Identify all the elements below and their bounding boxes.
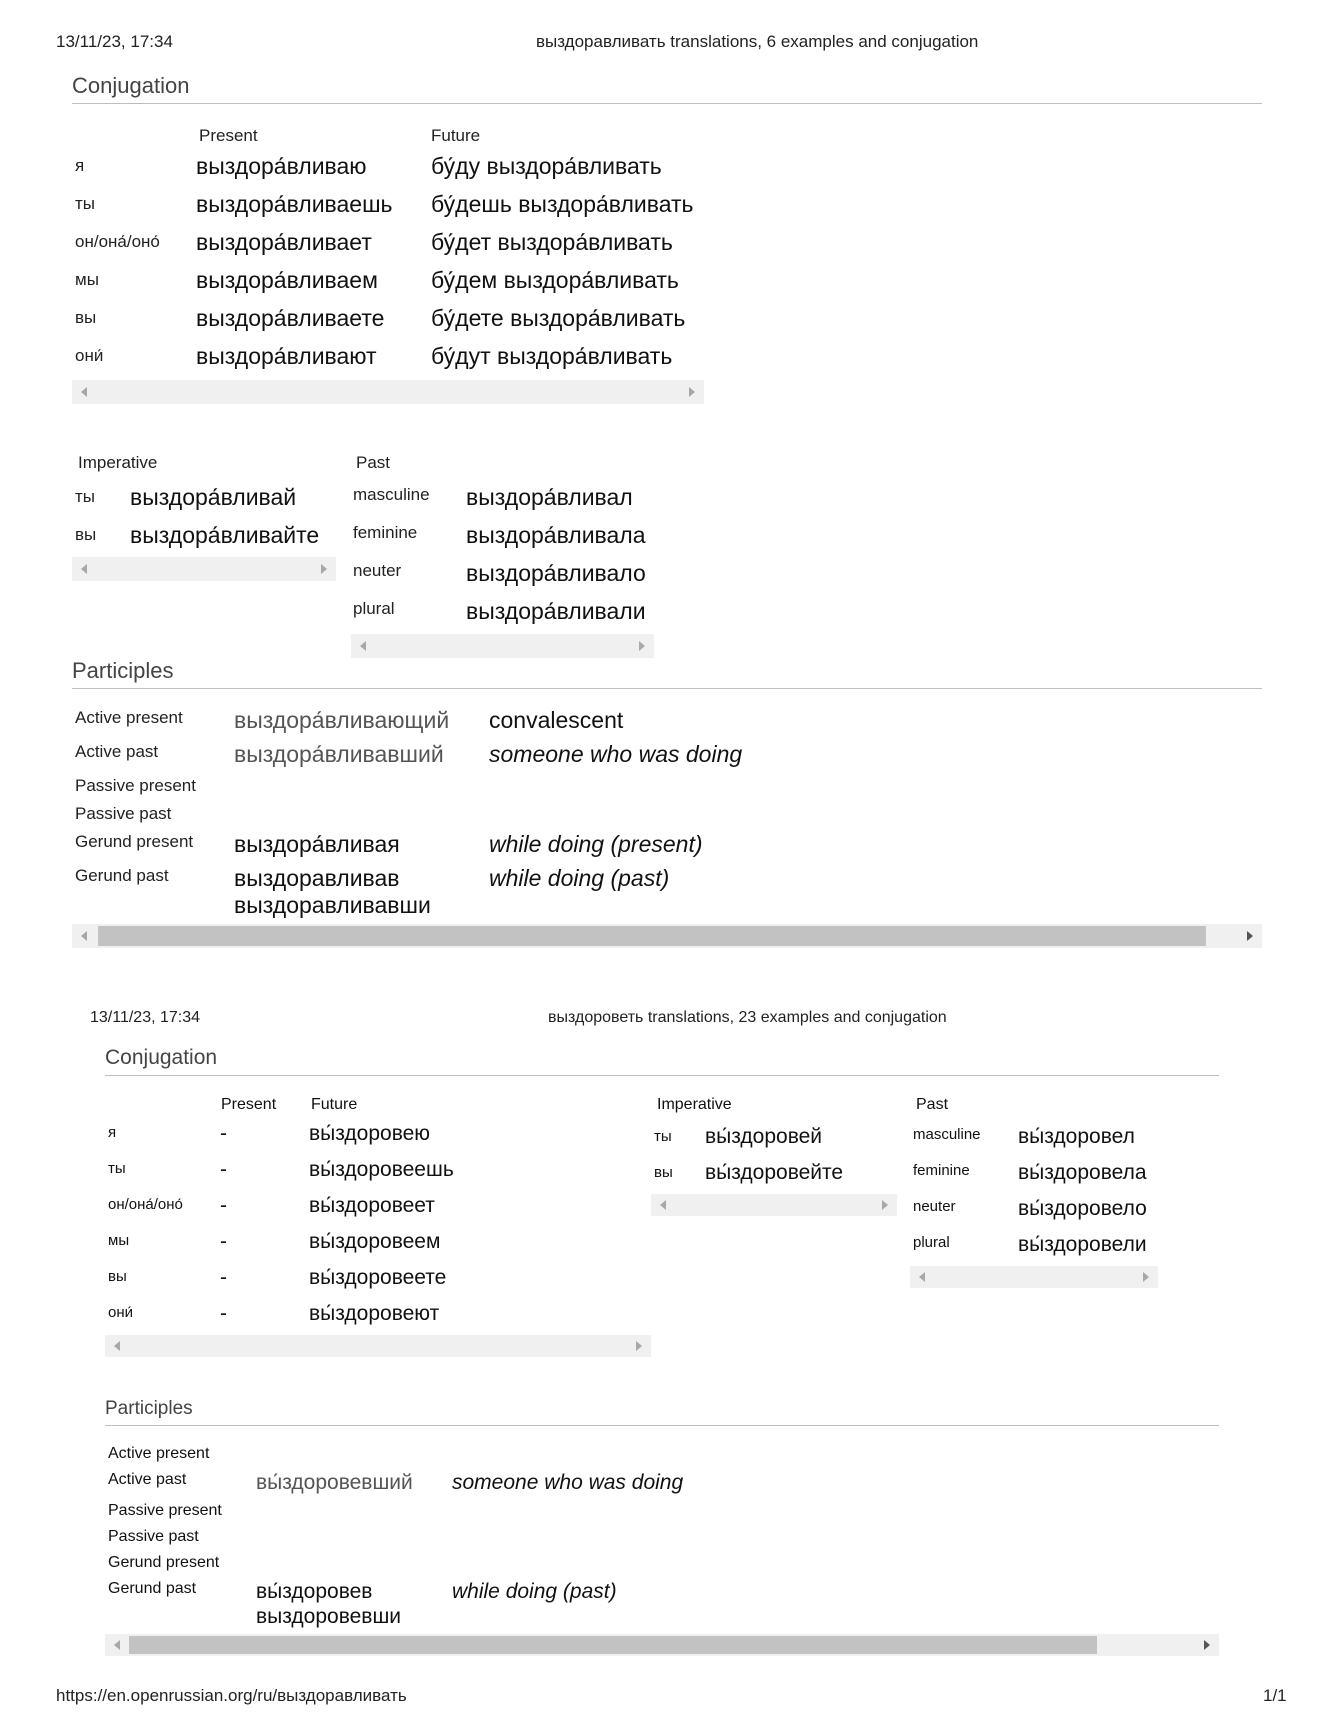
imperative-form: вы́здоровей [705, 1125, 823, 1148]
scroll-left-arrow-icon[interactable] [81, 564, 87, 574]
column-header-present: Present [221, 1096, 277, 1113]
participle-label: Gerund present [75, 832, 194, 851]
print-footer-page-number: 1/1 [1263, 1686, 1287, 1705]
pronoun-label: он/она́/оно́ [75, 232, 160, 251]
participle-form: выздора́вливая [234, 831, 400, 857]
imperative-heading: Imperative [657, 1096, 732, 1113]
conjugation-heading: Conjugation [105, 1046, 218, 1069]
participle-form: выздоравливавши [234, 892, 431, 918]
pronoun-label: вы [654, 1164, 673, 1181]
present-form: - [220, 1266, 227, 1289]
past-gender-label: plural [913, 1234, 950, 1251]
present-form: выздора́вливает [196, 229, 372, 255]
past-gender-label: neuter [353, 561, 402, 580]
column-header-present: Present [199, 126, 258, 145]
participles-heading: Participles [105, 1398, 193, 1419]
participles-heading: Participles [72, 658, 174, 683]
scroll-left-arrow-icon[interactable] [919, 1272, 925, 1282]
pronoun-label: он/она́/оно́ [108, 1196, 183, 1213]
past-heading: Past [916, 1096, 949, 1113]
present-form: выздора́вливают [196, 343, 377, 369]
present-form: - [220, 1230, 227, 1253]
participle-meaning: while doing (past) [489, 865, 670, 891]
participle-form: выздора́вливающий [234, 707, 450, 733]
scroll-left-arrow-icon[interactable] [660, 1200, 666, 1210]
past-form: выздора́вливала [466, 522, 646, 548]
imperative-heading: Imperative [78, 453, 158, 472]
participle-meaning: someone who was doing [452, 1471, 684, 1494]
past-gender-label: feminine [913, 1162, 970, 1179]
pronoun-label: ты [654, 1128, 672, 1145]
future-form: вы́здоровеете [309, 1266, 447, 1289]
pronoun-label: вы [75, 308, 97, 327]
print-header-title: выздороветь translations, 23 examples and conjugation [548, 1009, 947, 1026]
future-form: бу́дет выздора́вливать [431, 229, 673, 255]
pronoun-label: они́ [108, 1304, 134, 1321]
participle-form: выздоравливав [234, 865, 400, 891]
present-form: - [220, 1158, 227, 1181]
past-gender-label: feminine [353, 523, 418, 542]
participle-meaning: convalescent [489, 707, 624, 733]
present-form: выздора́вливаете [196, 305, 385, 331]
past-gender-label: neuter [913, 1198, 956, 1215]
print-header-title: выздоравливать translations, 6 examples and conjugation [536, 32, 979, 51]
present-form: выздора́вливаю [196, 153, 367, 179]
pronoun-label: вы [108, 1268, 127, 1285]
scroll-left-arrow-icon[interactable] [360, 641, 366, 651]
pronoun-label: ты [75, 194, 96, 213]
column-header-future: Future [311, 1096, 358, 1113]
imperative-form: выздора́вливай [130, 484, 297, 510]
scroll-left-arrow-icon[interactable] [114, 1640, 120, 1650]
participle-label: Passive present [108, 1502, 222, 1519]
pronoun-label: ты [108, 1160, 126, 1177]
participle-label: Gerund present [108, 1554, 220, 1571]
scroll-right-arrow-icon[interactable] [639, 641, 645, 651]
scroll-right-arrow-icon[interactable] [882, 1200, 888, 1210]
pronoun-label: вы [75, 525, 97, 544]
future-form: бу́ду выздора́вливать [431, 153, 662, 179]
participle-form: вы́здоровев [256, 1580, 373, 1603]
scroll-left-arrow-icon[interactable] [81, 387, 87, 397]
present-form: - [220, 1122, 227, 1145]
present-form: - [220, 1194, 227, 1217]
past-form: вы́здоровело [1018, 1197, 1147, 1220]
participle-form: выздоровевши [256, 1605, 402, 1628]
future-form: вы́здоровеют [309, 1302, 440, 1325]
past-form: выздора́вливали [466, 598, 646, 624]
pronoun-label: ты [75, 487, 96, 506]
future-form: вы́здоровею [309, 1122, 431, 1145]
scroll-right-arrow-icon[interactable] [321, 564, 327, 574]
participle-label: Passive past [108, 1528, 199, 1545]
past-scrollbar[interactable] [910, 1266, 1158, 1288]
future-form: вы́здоровеет [309, 1194, 435, 1217]
participle-form: выздора́вливавший [234, 741, 444, 767]
conjugation-heading: Conjugation [72, 73, 190, 98]
past-form: вы́здоровели [1018, 1233, 1147, 1256]
past-form: выздора́вливало [466, 560, 646, 586]
future-form: вы́здоровеем [309, 1230, 441, 1253]
past-gender-label: masculine [913, 1126, 981, 1143]
imperative-scrollbar[interactable] [72, 557, 336, 581]
participle-label: Active present [108, 1445, 210, 1462]
imperative-scrollbar[interactable] [651, 1194, 897, 1216]
print-header-date: 13/11/23, 17:34 [90, 1009, 201, 1026]
pronoun-label: я [108, 1124, 117, 1141]
present-form: выздора́вливаем [196, 267, 378, 293]
section-divider [72, 103, 1262, 104]
future-form: бу́дешь выздора́вливать [431, 191, 694, 217]
participle-label: Active present [75, 708, 183, 727]
imperative-form: выздора́вливайте [130, 522, 320, 548]
section-divider [72, 688, 1262, 689]
conjugation-scrollbar[interactable] [105, 1335, 651, 1357]
present-form: - [220, 1302, 227, 1325]
past-form: выздора́вливал [466, 484, 633, 510]
past-scrollbar[interactable] [351, 634, 654, 658]
scroll-right-arrow-icon[interactable] [1204, 1640, 1210, 1650]
participle-form: вы́здоровевший [256, 1471, 413, 1494]
section-divider [105, 1075, 1219, 1076]
section-divider [105, 1425, 1219, 1426]
scroll-right-arrow-icon[interactable] [636, 1341, 642, 1351]
participle-label: Passive past [75, 804, 172, 823]
pronoun-label: они́ [75, 346, 104, 365]
participle-label: Active past [75, 742, 159, 761]
scroll-right-arrow-icon[interactable] [1247, 931, 1253, 941]
past-form: вы́здоровел [1018, 1125, 1135, 1148]
scroll-right-arrow-icon[interactable] [689, 387, 695, 397]
participle-label: Passive present [75, 776, 196, 795]
scroll-right-arrow-icon[interactable] [1143, 1272, 1149, 1282]
scroll-left-arrow-icon[interactable] [81, 931, 87, 941]
pronoun-label: мы [75, 270, 99, 289]
print-header-date: 13/11/23, 17:34 [56, 32, 173, 51]
future-form: бу́дем выздора́вливать [431, 267, 679, 293]
imperative-form: вы́здоровейте [705, 1161, 844, 1184]
future-form: бу́дете выздора́вливать [431, 305, 686, 331]
future-form: вы́здоровеешь [309, 1158, 454, 1181]
participle-label: Gerund past [108, 1580, 197, 1597]
pronoun-label: я [75, 156, 85, 175]
column-header-future: Future [431, 126, 481, 145]
participles-scrollbar[interactable] [72, 924, 1262, 948]
print-footer-url[interactable]: https://en.openrussian.org/ru/выздоравливать [56, 1686, 407, 1705]
scroll-left-arrow-icon[interactable] [114, 1341, 120, 1351]
present-form: выздора́вливаешь [196, 191, 393, 217]
participle-meaning: while doing (past) [452, 1580, 617, 1603]
past-gender-label: masculine [353, 485, 430, 504]
past-gender-label: plural [353, 599, 395, 618]
scrollbar-thumb[interactable] [129, 1636, 1097, 1654]
scrollbar-thumb[interactable] [98, 926, 1206, 946]
participle-label: Active past [108, 1471, 187, 1488]
past-heading: Past [356, 453, 391, 472]
pronoun-label: мы [108, 1232, 130, 1249]
participle-label: Gerund past [75, 866, 169, 885]
participles-scrollbar[interactable] [105, 1634, 1219, 1656]
past-form: вы́здоровела [1018, 1161, 1147, 1184]
future-form: бу́дут выздора́вливать [431, 343, 673, 369]
participle-meaning: while doing (present) [489, 831, 703, 857]
participle-meaning: someone who was doing [489, 741, 743, 767]
conjugation-scrollbar[interactable] [72, 380, 704, 404]
